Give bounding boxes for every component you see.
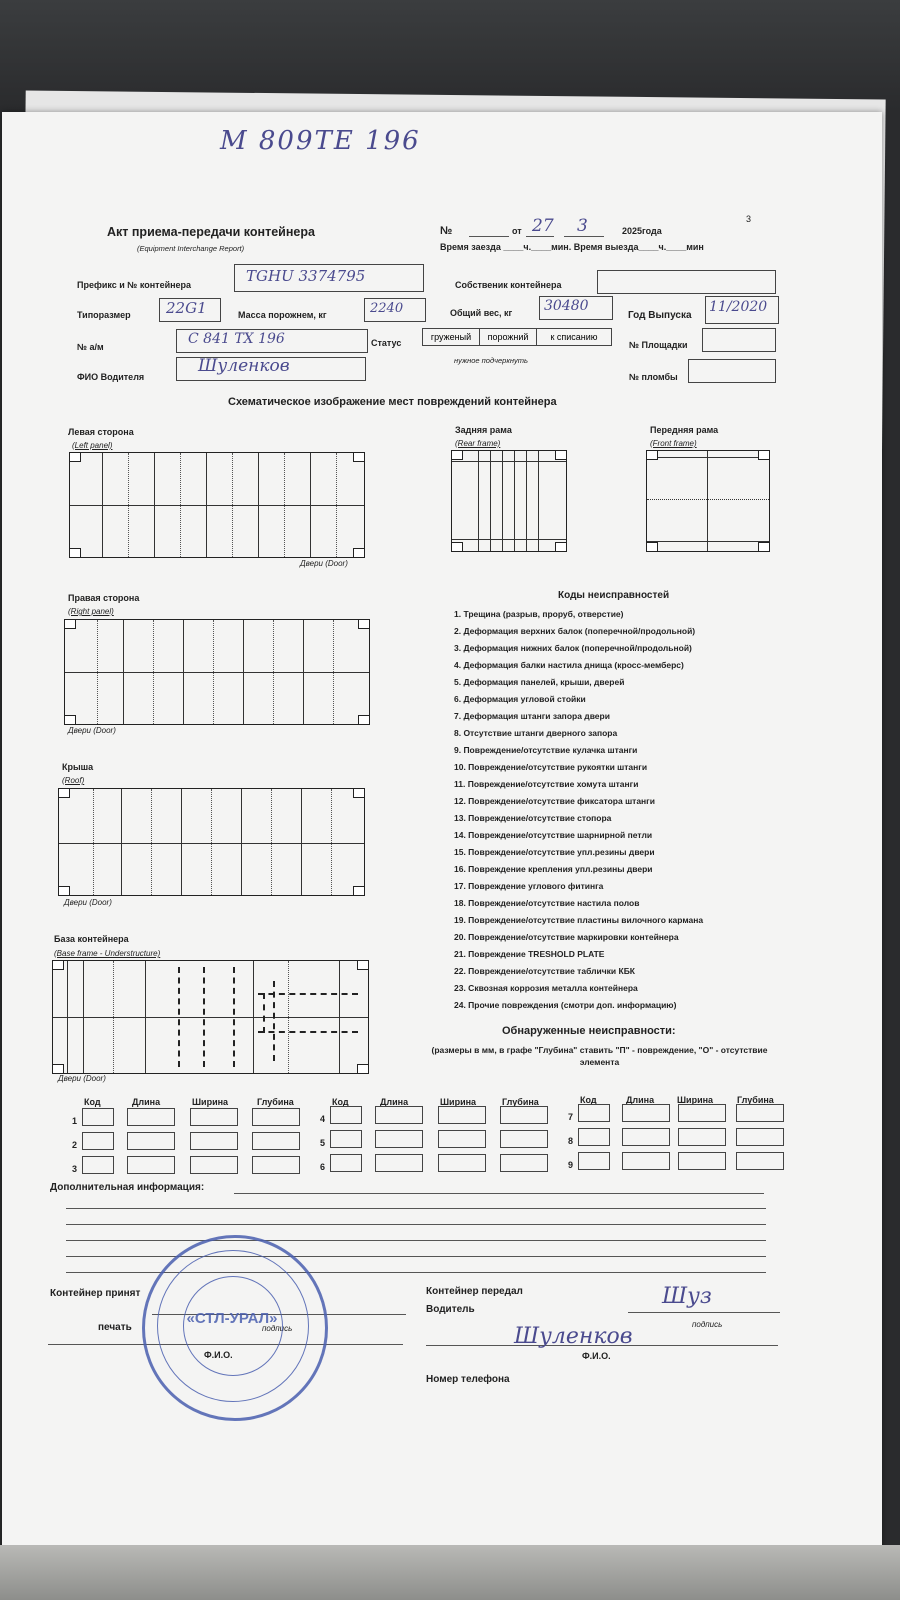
phone-label: Номер телефона (426, 1374, 510, 1385)
prefix-label: Префикс и № контейнера (77, 280, 192, 290)
gross-value: 30480 (544, 298, 589, 314)
page-number: 3 (746, 214, 752, 224)
defect-cell[interactable] (330, 1106, 362, 1124)
status-label: Статус (371, 338, 402, 348)
front-frame-diagram (646, 450, 770, 552)
date-year: 2025года (622, 226, 662, 236)
owner-label: Собственик контейнера (455, 280, 562, 290)
status-empty: порожний (479, 328, 537, 346)
defect-cell[interactable] (736, 1152, 784, 1170)
extra-line (234, 1193, 764, 1194)
defect-cell[interactable] (736, 1128, 784, 1146)
driver-sign-line (628, 1312, 780, 1313)
found-note: (размеры в мм, в графе "Глубина" ставить "П" - повреждение, "О" - отсутствие элемента (431, 1045, 768, 1067)
col-code: Код (332, 1097, 349, 1107)
tare-label: Масса порожнем, кг (238, 310, 327, 320)
prefix-value: TGHU 3374795 (246, 267, 366, 285)
col-length: Длина (132, 1097, 161, 1107)
driver-value: Шуленков (198, 356, 290, 376)
accepted-sign-label: подпись (262, 1324, 293, 1333)
defect-cell[interactable] (375, 1106, 423, 1124)
code-item: 16. Повреждение крепления упл.резины двери (454, 864, 653, 874)
defect-cell[interactable] (127, 1156, 175, 1174)
driver-sign-sublabel: подпись (692, 1320, 723, 1329)
status-loaded: груженый (422, 328, 480, 346)
col-width: Ширина (677, 1095, 714, 1105)
row-number: 7 (568, 1112, 574, 1122)
site-field (702, 328, 776, 352)
type-value: 22G1 (166, 299, 207, 317)
col-width: Ширина (440, 1097, 477, 1107)
number-line (469, 236, 509, 237)
accepted-fio-label: Ф.И.О. (204, 1350, 233, 1360)
page-title: Акт приема-передачи контейнера (107, 225, 315, 239)
month-line (564, 236, 604, 237)
year-value: 11/2020 (709, 299, 768, 315)
code-item: 24. Прочие повреждения (смотри доп. информацию) (454, 1000, 677, 1010)
right-panel-diagram (64, 619, 370, 725)
left-panel-label-en: (Left panel) (72, 441, 113, 450)
row-number: 4 (320, 1114, 326, 1124)
defect-cell[interactable] (622, 1128, 670, 1146)
driver-label: ФИО Водителя (77, 372, 145, 382)
code-item: 5. Деформация панелей, крыши, дверей (454, 677, 625, 687)
status-writeoff: к списанию (536, 328, 612, 346)
base-label-en: (Base frame - Understructure) (54, 949, 161, 958)
defect-cell[interactable] (678, 1152, 726, 1170)
defect-cell[interactable] (578, 1104, 610, 1122)
code-item: 12. Повреждение/отсутствие фиксатора штанги (454, 796, 655, 806)
code-item: 22. Повреждение/отсутствие таблички КБК (454, 966, 635, 976)
status-hint: нужное подчеркнуть (454, 356, 528, 365)
col-depth: Глубина (737, 1095, 774, 1105)
left-door-label: Двери (Door) (300, 559, 348, 568)
code-item: 6. Деформация угловой стойки (454, 694, 586, 704)
defect-cell[interactable] (438, 1130, 486, 1148)
code-item: 18. Повреждение/отсутствие настила полов (454, 898, 640, 908)
plate-value: С 841 ТХ 196 (188, 331, 285, 347)
transferred-label: Контейнер передал (426, 1286, 523, 1297)
code-item: 19. Повреждение/отсутствие пластины вилочного кармана (454, 915, 704, 925)
defect-cell[interactable] (678, 1104, 726, 1122)
date-day: 27 (532, 216, 554, 236)
defect-cell[interactable] (190, 1156, 238, 1174)
extra-info-label: Дополнительная информация: (50, 1182, 205, 1193)
defect-cell[interactable] (736, 1104, 784, 1122)
defect-cell[interactable] (678, 1128, 726, 1146)
row-number: 1 (72, 1116, 78, 1126)
front-frame-label-en: (Front frame) (650, 439, 697, 448)
row-number: 8 (568, 1136, 574, 1146)
code-item: 8. Отсутствие штанги дверного запора (454, 728, 618, 738)
scheme-title: Схематическое изображение мест повреждений контейнера (228, 396, 557, 408)
stamp-label: печать (98, 1322, 132, 1333)
code-item: 9. Повреждение/отсутствие кулачка штанги (454, 745, 638, 755)
plate-label: № а/м (77, 342, 104, 352)
code-item: 4. Деформация балки настила днища (кросс-мемберс) (454, 660, 684, 670)
left-panel-diagram (69, 452, 365, 558)
col-code: Код (580, 1095, 597, 1105)
right-door-label: Двери (Door) (68, 726, 116, 735)
code-item: 20. Повреждение/отсутствие маркировки контейнера (454, 932, 679, 942)
defect-cell[interactable] (438, 1154, 486, 1172)
seal-field (688, 359, 776, 383)
roof-door-label: Двери (Door) (64, 898, 112, 907)
roof-label-en: (Roof) (62, 776, 85, 785)
rear-frame-label-en: (Rear frame) (455, 439, 501, 448)
roof-diagram (58, 788, 365, 896)
defect-cell[interactable] (622, 1104, 670, 1122)
handwritten-plate-number: М 809ТЕ 196 (220, 126, 421, 156)
code-item: 17. Повреждение углового фитинга (454, 881, 604, 891)
gross-label: Общий вес, кг (450, 308, 513, 318)
day-line (526, 236, 554, 237)
base-frame-diagram (52, 960, 369, 1074)
defect-cell[interactable] (190, 1108, 238, 1126)
col-depth: Глубина (257, 1097, 294, 1107)
document-page (2, 112, 882, 1562)
base-door-label: Двери (Door) (58, 1074, 106, 1083)
defect-cell[interactable] (127, 1132, 175, 1150)
left-panel-label: Левая сторона (68, 427, 134, 437)
defect-cell[interactable] (330, 1154, 362, 1172)
date-month: 3 (577, 216, 588, 236)
defect-cell[interactable] (622, 1152, 670, 1170)
defect-cell[interactable] (500, 1106, 548, 1124)
company-stamp (142, 1235, 328, 1421)
rear-frame-diagram (451, 450, 567, 552)
code-item: 10. Повреждение/отсутствие рукоятки штанги (454, 762, 648, 772)
row-number: 9 (568, 1160, 574, 1170)
row-number: 6 (320, 1162, 326, 1172)
defect-cell[interactable] (500, 1154, 548, 1172)
roof-label: Крыша (62, 762, 94, 772)
front-frame-label: Передняя рама (650, 425, 719, 435)
right-panel-label: Правая сторона (68, 593, 140, 603)
defect-cell[interactable] (330, 1130, 362, 1148)
driver-signature: Шуленков (514, 1324, 633, 1349)
defect-cell[interactable] (578, 1128, 610, 1146)
col-length: Длина (380, 1097, 409, 1107)
tare-value: 2240 (370, 301, 404, 316)
code-item: 13. Повреждение/отсутствие стопора (454, 813, 612, 823)
defect-cell[interactable] (82, 1156, 114, 1174)
code-item: 11. Повреждение/отсутствие хомута штанги (454, 779, 639, 789)
defect-cell[interactable] (82, 1132, 114, 1150)
defect-cell[interactable] (578, 1152, 610, 1170)
driver-sign-label: Водитель (426, 1304, 475, 1315)
defect-cell[interactable] (500, 1130, 548, 1148)
extra-line (66, 1224, 766, 1225)
site-label: № Площадки (629, 340, 688, 350)
defect-cell[interactable] (375, 1130, 423, 1148)
code-item: 7. Деформация штанги запора двери (454, 711, 610, 721)
driver-fio-label: Ф.И.О. (582, 1351, 611, 1361)
found-title: Обнаруженные неисправности: (502, 1025, 676, 1037)
defect-cell[interactable] (252, 1132, 300, 1150)
stamp-company-name: «СТЛ-УРАЛ» (186, 1310, 278, 1327)
defect-cell[interactable] (127, 1108, 175, 1126)
defect-cell[interactable] (252, 1156, 300, 1174)
col-code: Код (84, 1097, 101, 1107)
driver-sign-mark: Шуз (662, 1284, 712, 1309)
row-number: 2 (72, 1140, 78, 1150)
code-item: 3. Деформация нижних балок (поперечной/продольной) (454, 643, 692, 653)
desk-surface (0, 1545, 900, 1600)
codes-title: Коды неисправностей (558, 590, 670, 601)
defect-cell[interactable] (190, 1132, 238, 1150)
type-label: Типоразмер (77, 310, 131, 320)
defect-cell[interactable] (82, 1108, 114, 1126)
date-from-label: от (512, 226, 522, 236)
number-label: № (440, 225, 453, 237)
page-subtitle: (Equipment Interchange Report) (137, 244, 245, 253)
code-item: 15. Повреждение/отсутствие упл.резины двери (454, 847, 655, 857)
code-item: 2. Деформация верхних балок (поперечной/продольной) (454, 626, 696, 636)
code-item: 14. Повреждение/отсутствие шарнирной петли (454, 830, 653, 840)
rear-frame-label: Задняя рама (455, 425, 512, 435)
extra-line (66, 1256, 766, 1257)
accepted-label: Контейнер принят (50, 1288, 141, 1299)
col-width: Ширина (192, 1097, 229, 1107)
year-label: Год Выпуска (628, 310, 692, 321)
code-item: 23. Сквозная коррозия металла контейнера (454, 983, 638, 993)
seal-label: № пломбы (629, 372, 678, 382)
defect-cell[interactable] (252, 1108, 300, 1126)
base-label: База контейнера (54, 934, 129, 944)
row-number: 3 (72, 1164, 78, 1174)
defect-cell[interactable] (375, 1154, 423, 1172)
code-item: 1. Трещина (разрыв, проруб, отверстие) (454, 609, 624, 619)
col-length: Длина (626, 1095, 655, 1105)
extra-line (66, 1208, 766, 1209)
owner-field (597, 270, 776, 294)
col-depth: Глубина (502, 1097, 539, 1107)
defect-cell[interactable] (438, 1106, 486, 1124)
time-line: Время заезда ____ч.____мин. Время выезда____ч.____мин (440, 242, 704, 252)
code-item: 21. Повреждение TRESHOLD PLATE (454, 949, 605, 959)
extra-line (66, 1240, 766, 1241)
right-panel-label-en: (Right panel) (68, 607, 114, 616)
row-number: 5 (320, 1138, 326, 1148)
